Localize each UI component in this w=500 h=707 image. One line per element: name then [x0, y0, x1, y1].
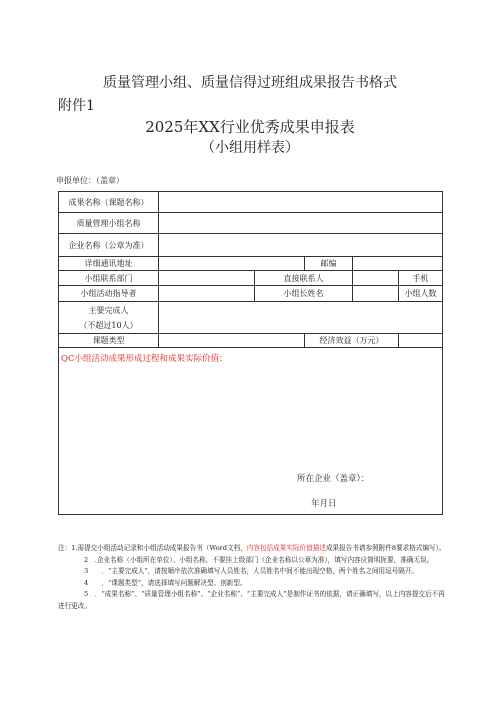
note-1-part-a: 注：1.需提交小组活动记录和小组活动成果报告书（Word文档， [58, 544, 247, 552]
row-guide [59, 286, 443, 302]
company-signature-label: 所在企业（盖章）： [297, 474, 370, 484]
topic-type-field[interactable] [159, 334, 305, 348]
company-name-field[interactable] [159, 234, 443, 257]
achievement-name-field[interactable] [159, 192, 443, 213]
leader-label: 小组长姓名 [255, 286, 353, 302]
row-topic [59, 334, 443, 348]
guide-field[interactable] [159, 286, 255, 302]
company-name-label: 企业名称（公章为准） [59, 234, 159, 257]
qc-prompt: QC小组活动成果形成过程和成果实际价值： [61, 354, 228, 364]
economic-benefit-field[interactable] [399, 334, 443, 348]
guide-label: 小组活动指导者 [59, 286, 159, 302]
note-2: 2 .企业名称（小组所在单位）、小组名称，不要挂上级部门（企业名称以公章为准），填写内容应简明扼要，准确无误。 [84, 555, 434, 564]
topic-type-label: 课题类型 [59, 334, 159, 348]
note-5: 5 ．“成果名称”、“质量管理小组名称”、“企业名称”、“主要完成人”是制作证书的依据，请正确填写，以上内容提交后不再进行更改。 [58, 590, 445, 610]
leader-field[interactable] [353, 286, 399, 302]
mobile-label: 手机 [399, 271, 443, 286]
members-limit-text: （不超过10人） [79, 320, 138, 330]
document-heading: 质量管理小组、质量信得过班组成果报告书格式 [103, 75, 397, 91]
application-form-table [58, 191, 443, 515]
main-members-text: 主要完成人 [88, 305, 129, 315]
row-address [59, 257, 443, 271]
achievement-name-label: 成果名称（课题名称） [59, 192, 159, 213]
description-area[interactable] [59, 348, 443, 515]
group-count-label: 小组人数 [399, 286, 443, 302]
note-1-part-b: 成果报告书请参照附件8要求格式编写）。 [325, 544, 446, 552]
direct-contact-field[interactable] [353, 271, 399, 286]
date-label: 年月日 [311, 499, 337, 509]
group-name-field[interactable] [159, 213, 443, 234]
main-members-label [59, 302, 159, 334]
form-title: 2025年XX行业优秀成果申报表 [145, 118, 355, 136]
note-1 [58, 543, 448, 555]
main-members-field[interactable] [159, 302, 443, 334]
notes-section [58, 543, 448, 612]
annex-label: 附件1 [58, 98, 95, 114]
row-group-name [59, 213, 443, 234]
group-name-label: 质量管理小组名称 [59, 213, 159, 234]
note-1-highlight: 内容包括成果实际价值描述 [246, 544, 326, 552]
contact-dept-field[interactable] [159, 271, 255, 286]
row-contact [59, 271, 443, 286]
contact-dept-label: 小组联系部门 [59, 271, 159, 286]
postcode-label: 邮编 [305, 257, 353, 271]
row-achievement-name [59, 192, 443, 213]
postcode-field[interactable] [353, 257, 443, 271]
direct-contact-label: 直接联系人 [255, 271, 353, 286]
note-4: 4 ．“课题类型”，请选择填写问题解决型、创新型。 [84, 578, 247, 587]
row-company-name [59, 234, 443, 257]
form-subtitle: （小组用样表） [201, 140, 299, 156]
note-3: 3 ．“主要完成人”，请按顺序依次准确填写人员姓名，人员姓名中间不能出现空格，两个姓名之间用逗号隔开。 [84, 567, 419, 575]
row-members [59, 302, 443, 334]
applicant-unit-label: 申报单位：（盖章） [56, 176, 124, 185]
row-description [59, 348, 443, 515]
address-label: 详细通讯地址 [59, 257, 159, 271]
address-field[interactable] [159, 257, 305, 271]
economic-benefit-label: 经济效益（万元） [305, 334, 399, 348]
